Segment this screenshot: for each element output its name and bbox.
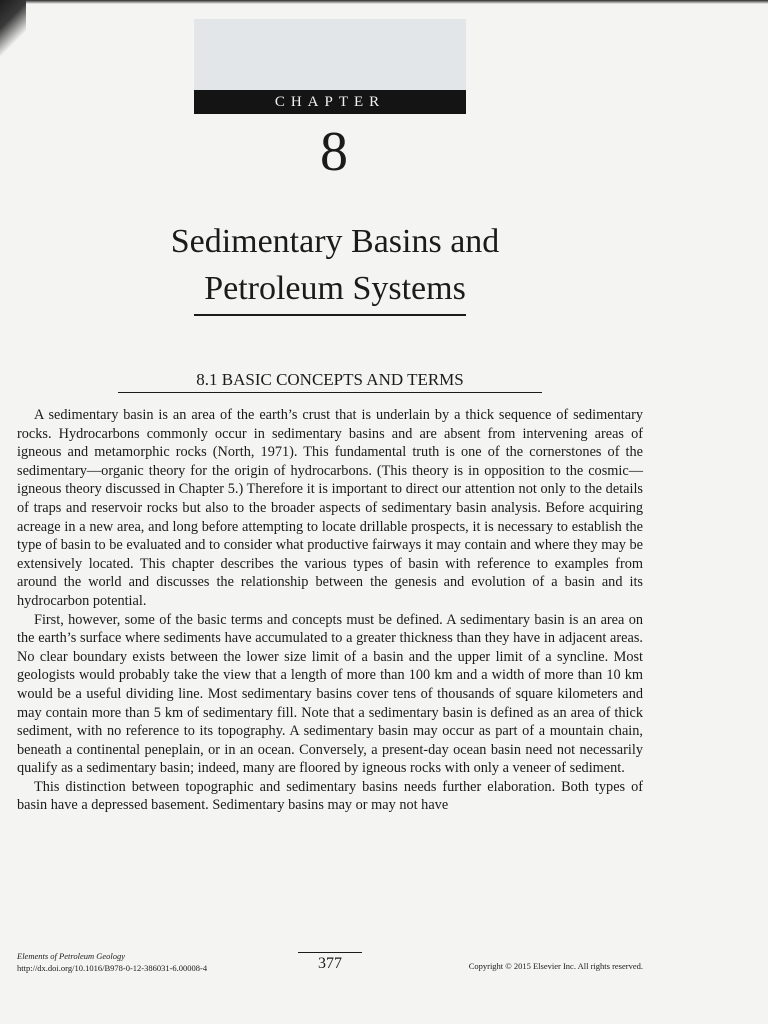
- chapter-title-line-2: Petroleum Systems: [204, 270, 466, 307]
- footer-book-title: Elements of Petroleum Geology: [17, 951, 126, 961]
- paragraph-3: This distinction between topographic and sedimentary basins needs further elaboration. Both types of basin have a depressed basement. Sedimentary basins may or may not have: [17, 778, 643, 814]
- paragraph-2: First, however, some of the basic terms and concepts must be defined. A sedimentary basin is an area on the earth’s surface where sediments have accumulated to a greater thickness than they have in adjacent areas. No clear boundary exists between the lower size limit of a basin and the upper limit of a syncline. Most geologists would probably take the view that a length of more than 100 km and a width of more than 10 km would be a useful dividing line. Most sedimentary basins cover tens of thousands of square kilometers and may contain more than 5 km of sedimentary fill. Note that a sedimentary basin is defined as an area of thick sediment, with no reference to its topography. A sedimentary basin may occur as part of a mountain chain, beneath a continental peneplain, or in an ocean. Conversely, a present-day ocean basin need not necessarily qualify as a sedimentary basin; indeed, many are floored by igneous rocks with only a veneer of sediment.: [17, 611, 643, 777]
- chapter-header-block: [194, 19, 466, 90]
- footer-copyright: Copyright © 2015 Elsevier Inc. All rights reserved.: [468, 961, 643, 971]
- chapter-label: CHAPTER: [194, 90, 466, 114]
- page-number: 377: [318, 955, 342, 972]
- page-number-rule: [298, 952, 362, 953]
- body-text: [17, 406, 643, 815]
- chapter-number: [194, 118, 466, 186]
- section-heading-rule: [118, 392, 542, 393]
- footer-citation: [17, 950, 207, 974]
- paragraph-1: A sedimentary basin is an area of the earth’s crust that is underlain by a thick sequence of sedimentary rocks. Hydrocarbons commonly occur in sedimentary basins and are absent from intervening areas of igneous and metamorphic rocks (North, 1971). This fundamental truth is one of the cornerstones of the sedimentary—organic theory for the origin of hydrocarbons. (This theory is in opposition to the cosmic—igneous theory discussed in Chapter 5.) Therefore it is important to direct our attention not only to the details of traps and reservoir rocks but also to the broader aspects of sedimentary basin analysis. Before acquiring acreage in a new area, and long before attempting to locate drillable prospects, it is necessary to establish the type of basin to be evaluated and to consider what productive fairways it may contain and where they may be extensively located. This chapter describes the various types of basin with reference to examples from around the world and discusses the relationship between the genesis and evolution of a basin and its hydrocarbon potential.: [17, 407, 643, 609]
- footer-doi-link[interactable]: http://dx.doi.org/10.1016/B978-0-12-386031-6.00008-4: [17, 963, 208, 973]
- scan-top-edge-shadow: [0, 0, 768, 4]
- title-underline-rule: [194, 314, 466, 316]
- section-heading: 8.1 BASIC CONCEPTS AND TERMS: [196, 370, 464, 389]
- chapter-title-line-1: Sedimentary Basins and: [170, 223, 500, 260]
- chapter-number-text: 8: [320, 121, 348, 183]
- chapter-title: [100, 218, 570, 312]
- scan-corner-shadow: [0, 0, 26, 70]
